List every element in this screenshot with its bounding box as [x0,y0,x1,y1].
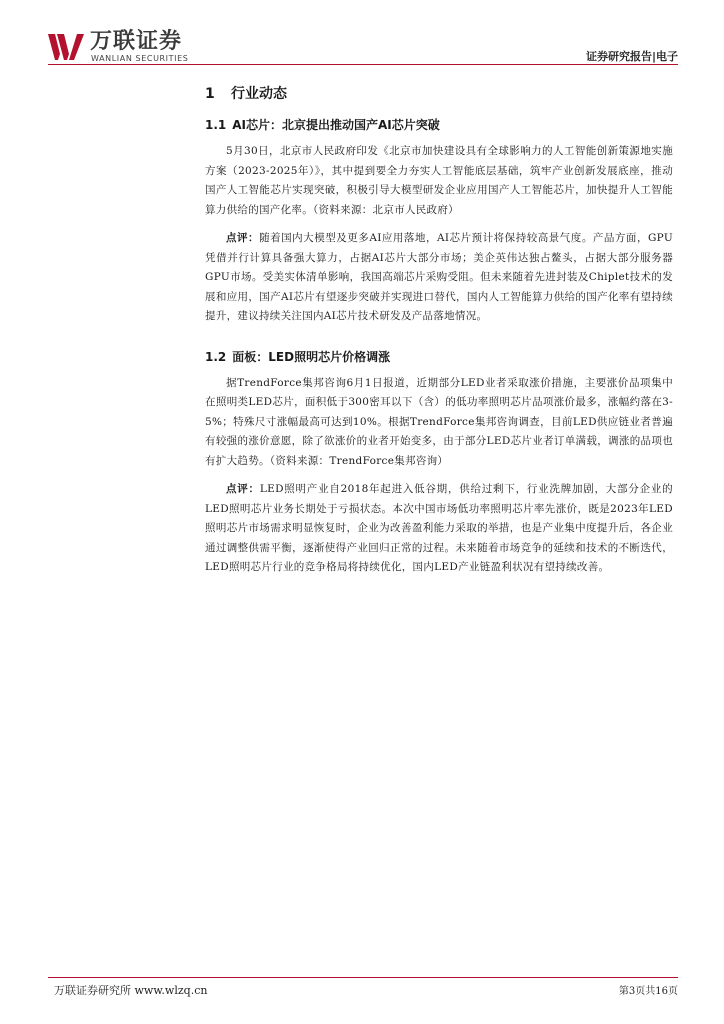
section-spacer [205,336,673,348]
subsection-title: AI芯片：北京提出推动国产AI芯片突破 [232,118,440,132]
logo-english-name: WANLIAN SECURITIES [91,54,189,63]
comment-text: 随着国内大模型及更多AI应用落地，AI芯片预计将保持较高景气度。产品方面，GPU凭借并行计算具备强大算力，占据AI芯片大部分市场；美企英伟达独占鳌头，占据大部分服务器GPU市场。受美实体清单影响，我国高端芯片采购受阻。但未来随着先进封装及Chiplet技术的发展和应用，国产AI芯片有望逐步突破并实现进口替代，国内人工智能算力供给的国产化率有望持续提升，建议持续关注国内AI芯片技术研发及产品落地情况。 [205,232,673,322]
logo-chinese-name: 万联证券 [90,29,183,54]
subsection-heading-led [205,348,673,366]
section-title: 行业动态 [231,86,287,102]
section-number: 1 [205,86,215,102]
subsection-number: 1.2 [205,349,227,364]
comment-label: 点评： [226,232,260,244]
comment-label: 点评： [226,483,260,495]
subsection-title: 面板：LED照明芯片价格调涨 [232,349,391,364]
main-content [205,84,673,587]
section-heading [205,84,673,104]
comment-paragraph-led [205,480,673,578]
page-number: 第3页共16页 [618,986,678,997]
comment-paragraph-ai-chip [205,229,673,327]
company-logo [48,30,208,68]
header-divider [48,64,678,65]
news-paragraph-ai-chip: 5月30日，北京市人民政府印发《北京市加快建设具有全球影响力的人工智能创新策源地实施方案（2023-2025年）》，其中提到要全力夯实人工智能底层基础，筑牢产业创新发展底座，推动国产人工智能芯片实现突破，积极引导大模型研发企业应用国产人工智能芯片，加快提升人工智能算力供给的国产化率。（资料来源：北京市人民政府） [205,145,673,216]
news-paragraph-led: 据TrendForce集邦咨询6月1日报道，近期部分LED业者采取涨价措施，主要涨价品项集中在照明类LED芯片，面积低于300密耳以下（含）的低功率照明芯片品项涨价最多，涨幅约落在3-5%；特殊尺寸涨幅最高可达到10%。根据TrendForce集邦咨询调查，目前LED供应链业者普遍有较强的涨价意愿，除了欲涨价的业者开始变多，由于部分LED芯片业者订单满载，调涨的品项也有扩大趋势。（资料来源：TrendForce集邦咨询） [205,376,673,467]
wanlian-logo-icon [48,32,84,62]
report-type-label: 证券研究报告|电子 [585,50,678,63]
footer-institute: 万联证券研究所 www.wlzq.cn [54,984,208,997]
subsection-number: 1.1 [205,118,227,132]
subsection-heading-ai-chip [205,116,673,134]
footer-divider [48,977,678,978]
comment-text: LED照明产业自2018年起进入低谷期，供给过剩下，行业洗牌加剧，大部分企业的LED照明芯片业务长期处于亏损状态。本次中国市场低功率照明芯片率先涨价，既是2023年LED照明芯片市场需求明显恢复时，企业为改善盈利能力采取的举措，也是产业集中度提升后，各企业通过调整供需平衡，逐渐使得产业回归正常的过程。未来随着市场竞争的延续和技术的不断迭代，LED照明芯片行业的竞争格局将持续优化，国内LED产业链盈利状况有望持续改善。 [205,483,673,573]
